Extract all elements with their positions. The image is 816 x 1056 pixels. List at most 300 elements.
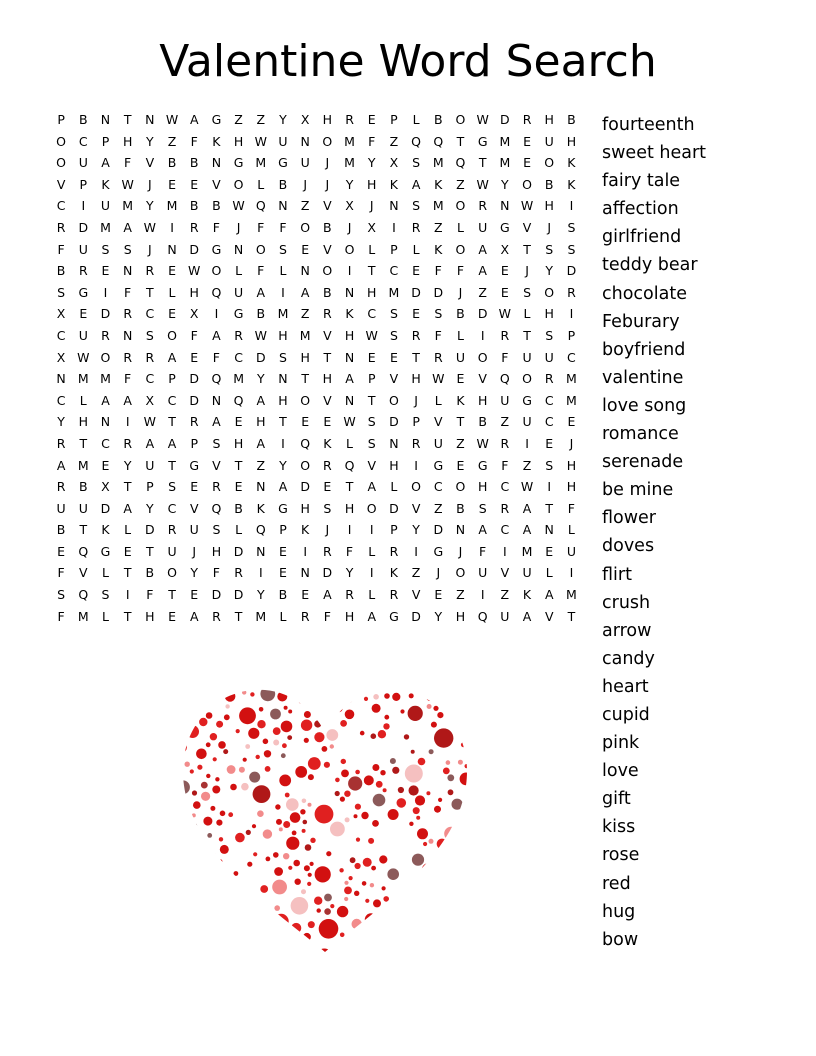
grid-cell: K <box>567 176 576 192</box>
word-list-item: love song <box>602 395 687 416</box>
grid-cell: H <box>300 500 310 516</box>
word-list-item: pink <box>602 733 640 754</box>
grid-cell: F <box>146 587 154 603</box>
grid-cell: E <box>456 457 465 473</box>
grid-row <box>50 260 590 282</box>
heart-dot <box>274 675 283 684</box>
heart-dot <box>233 663 239 669</box>
grid-cell: T <box>367 263 376 279</box>
grid-cell: G <box>278 500 288 516</box>
grid-cell: Y <box>545 263 554 279</box>
grid-cell: V <box>212 457 221 473</box>
grid-cell: E <box>523 155 531 171</box>
heart-dot <box>297 667 303 673</box>
grid-row <box>50 109 590 131</box>
heart-dot <box>232 927 237 932</box>
grid-row <box>50 606 590 628</box>
grid-cell: Z <box>456 435 465 451</box>
grid-cell: B <box>256 306 266 322</box>
grid-cell: L <box>101 565 109 581</box>
grid-cell: L <box>545 565 553 581</box>
grid-cell: C <box>500 522 510 538</box>
grid-cell: L <box>567 522 575 538</box>
grid-cell: L <box>257 176 265 192</box>
grid-cell: Q <box>455 155 466 171</box>
grid-cell: R <box>145 349 155 365</box>
grid-cell: C <box>544 414 554 430</box>
grid-cell: S <box>567 241 576 257</box>
heart-dot <box>409 822 413 826</box>
grid-cell: L <box>412 112 420 127</box>
heart-dot <box>234 906 240 912</box>
word-list-item: girlfriend <box>602 227 682 248</box>
heart-dot <box>448 669 455 676</box>
grid-cell: Z <box>433 500 443 516</box>
heart-dot <box>314 694 333 713</box>
grid-cell: Y <box>57 414 65 430</box>
heart-dot <box>193 919 198 924</box>
grid-cell: E <box>545 543 554 559</box>
grid-cell: N <box>389 198 399 214</box>
grid-cell: S <box>545 457 554 473</box>
grid-cell: E <box>523 133 531 149</box>
grid-cell: E <box>190 587 199 603</box>
grid-row <box>50 584 590 606</box>
grid-cell: L <box>279 608 287 624</box>
grid-cell: W <box>254 327 267 343</box>
grid-cell: Q <box>78 587 89 603</box>
grid-cell: B <box>456 500 465 516</box>
heart-dot <box>304 865 310 871</box>
heart-dot <box>204 886 211 893</box>
heart-dot <box>330 744 334 748</box>
grid-cell: T <box>234 457 243 473</box>
heart-dot <box>181 699 186 704</box>
grid-cell: D <box>100 306 111 322</box>
grid-cell: D <box>411 284 421 300</box>
grid-cell: F <box>124 155 132 171</box>
grid-cell: Q <box>433 133 444 149</box>
heart-dot <box>336 684 340 688</box>
heart-dot <box>371 733 377 739</box>
grid-cell: T <box>456 414 465 430</box>
heart-dot <box>481 822 486 828</box>
grid-cell: Z <box>456 176 465 192</box>
heart-dot <box>210 733 217 740</box>
grid-cell: L <box>124 522 132 538</box>
grid-cell: D <box>233 587 244 603</box>
grid-cell: W <box>520 198 534 214</box>
grid-cell: K <box>567 155 576 171</box>
heart-dot <box>218 859 222 863</box>
heart-dot <box>216 721 223 728</box>
grid-cell: T <box>146 284 154 300</box>
grid-cell: U <box>455 349 466 365</box>
grid-cell: R <box>323 457 332 473</box>
grid-cell: P <box>390 112 398 127</box>
grid-cell: B <box>234 500 243 516</box>
heart-dot <box>255 934 260 939</box>
heart-dot <box>451 870 456 875</box>
grid-cell: D <box>389 414 399 430</box>
heart-dot <box>434 728 453 747</box>
heart-dot <box>382 886 386 890</box>
grid-cell: E <box>168 608 176 624</box>
grid-cell: A <box>522 522 532 538</box>
heart-dot <box>315 805 334 824</box>
heart-dot <box>457 843 462 848</box>
grid-cell: E <box>190 176 199 192</box>
grid-cell: C <box>544 392 554 408</box>
heart-dot <box>169 844 174 849</box>
grid-cell: H <box>544 198 554 214</box>
heart-dot <box>443 935 449 941</box>
grid-cell: E <box>168 176 176 192</box>
word-list-item: fairy tale <box>602 171 681 192</box>
heart-dot <box>364 660 371 666</box>
grid-cell: F <box>124 371 132 387</box>
heart-dot <box>368 838 374 844</box>
grid-cell: R <box>345 587 354 603</box>
word-list-item: affection <box>602 199 679 220</box>
grid-cell: E <box>301 414 310 430</box>
grid-cell: O <box>322 263 333 279</box>
heart-dot <box>259 707 264 712</box>
heart-dot <box>386 662 392 668</box>
grid-cell: N <box>122 263 133 279</box>
heart-dot <box>243 758 247 762</box>
heart-dot <box>230 784 237 791</box>
grid-cell: D <box>300 479 310 495</box>
heart-dot <box>344 897 348 901</box>
heart-dot <box>365 899 369 903</box>
heart-dot <box>283 821 290 828</box>
grid-cell: Y <box>190 565 199 581</box>
grid-cell: M <box>432 155 444 171</box>
grid-cell: H <box>322 371 333 387</box>
grid-cell: B <box>278 587 288 603</box>
heart-dot <box>186 677 198 689</box>
grid-cell: D <box>78 219 89 235</box>
heart-dot <box>464 851 472 859</box>
heart-dot <box>372 764 379 771</box>
grid-cell: I <box>480 587 485 603</box>
grid-cell: O <box>455 241 466 257</box>
grid-cell: Z <box>500 414 510 430</box>
grid-row <box>50 455 590 477</box>
heart-dot <box>455 873 472 890</box>
grid-cell: Q <box>211 284 222 300</box>
grid-cell: H <box>233 133 244 149</box>
grid-cell: S <box>57 284 66 300</box>
word-list-item: candy <box>602 648 655 669</box>
heart-dot <box>314 720 321 727</box>
grid-cell: V <box>323 392 332 408</box>
grid-cell: Q <box>211 371 222 387</box>
heart-dot <box>470 698 480 708</box>
grid-cell: N <box>145 112 155 127</box>
heart-dot <box>262 672 271 681</box>
grid-cell: F <box>345 543 354 559</box>
heart-dot <box>437 712 443 718</box>
grid-cell: R <box>234 565 243 581</box>
grid-cell: O <box>455 112 466 127</box>
heart-dot <box>193 824 197 828</box>
heart-dot <box>169 680 175 686</box>
grid-cell: U <box>145 457 155 473</box>
heart-dot <box>171 822 177 828</box>
heart-dot <box>241 935 247 941</box>
heart-dot <box>215 878 219 882</box>
grid-cell: I <box>347 263 352 279</box>
grid-cell: N <box>256 479 266 495</box>
heart-dot <box>249 772 260 783</box>
grid-cell: B <box>78 479 88 495</box>
grid-cell: U <box>566 543 576 559</box>
grid-cell: R <box>189 414 199 430</box>
grid-cell: V <box>434 414 443 430</box>
heart-dot <box>222 669 239 686</box>
grid-cell: X <box>300 112 310 127</box>
grid-cell: U <box>78 327 88 343</box>
grid-cell: F <box>479 543 487 559</box>
grid-cell: V <box>411 587 421 603</box>
heart-dot <box>281 721 293 733</box>
grid-cell: T <box>523 241 531 257</box>
grid-row <box>50 368 590 390</box>
grid-cell: J <box>303 176 307 192</box>
word-list-item: boyfriend <box>602 339 686 360</box>
grid-cell: Z <box>234 112 243 127</box>
grid-cell: M <box>77 371 89 387</box>
grid-cell: W <box>121 176 134 192</box>
grid-cell: M <box>566 371 577 387</box>
heart-dot <box>324 762 330 768</box>
heart-dot <box>230 877 234 881</box>
heart-dot <box>193 801 201 809</box>
grid-cell: E <box>367 112 376 127</box>
grid-cell: M <box>277 306 289 322</box>
grid-cell: O <box>477 349 488 365</box>
grid-cell: L <box>456 327 464 343</box>
grid-cell: H <box>389 457 399 473</box>
heart-dot <box>186 725 199 738</box>
grid-row <box>50 195 590 217</box>
heart-dot <box>237 891 242 896</box>
grid-cell: D <box>255 349 266 365</box>
grid-cell: I <box>569 198 574 214</box>
grid-cell: A <box>101 155 110 171</box>
heart-dot <box>282 743 287 748</box>
grid-cell: G <box>211 241 222 257</box>
grid-cell: E <box>389 349 398 365</box>
heart-dot <box>371 866 376 871</box>
grid-cell: D <box>189 241 200 257</box>
grid-cell: F <box>257 263 265 279</box>
heart-dot <box>355 863 361 869</box>
heart-dot <box>413 807 420 814</box>
heart-dot <box>293 860 300 867</box>
heart-dot <box>304 711 311 718</box>
word-list-item: serenade <box>602 452 684 473</box>
grid-cell: P <box>79 176 88 192</box>
grid-cell: A <box>367 479 376 495</box>
heart-dot <box>253 852 257 856</box>
grid-cell: M <box>566 587 577 603</box>
heart-dot <box>299 699 303 703</box>
heart-dot <box>172 696 177 701</box>
grid-cell: H <box>367 176 377 192</box>
word-list-item: crush <box>602 592 651 613</box>
grid-cell: F <box>257 219 265 235</box>
grid-cell: L <box>456 219 464 235</box>
grid-cell: R <box>56 435 66 451</box>
heart-dot <box>326 729 338 741</box>
heart-dot <box>168 955 174 960</box>
heart-dot <box>465 764 469 768</box>
word-list-item: red <box>602 873 631 894</box>
heart-dot <box>274 867 283 876</box>
heart-dot <box>174 913 185 924</box>
grid-cell: K <box>323 435 332 451</box>
heart-dot <box>372 704 381 713</box>
grid-cell: N <box>211 155 222 171</box>
grid-cell: P <box>279 522 287 538</box>
heart-dot <box>373 665 377 669</box>
heart-dot <box>291 897 309 915</box>
grid-cell: O <box>300 457 311 473</box>
heart-dot <box>206 927 216 937</box>
grid-cell: A <box>522 500 532 516</box>
grid-cell: H <box>300 349 310 365</box>
grid-cell: A <box>478 241 487 257</box>
grid-cell: C <box>389 263 399 279</box>
heart-dot <box>295 766 307 778</box>
heart-dot <box>169 726 177 734</box>
heart-dot <box>451 661 457 667</box>
grid-cell: F <box>323 608 331 624</box>
heart-dot <box>165 837 168 841</box>
grid-cell: Q <box>211 500 222 516</box>
heart-dot <box>426 791 430 795</box>
heart-dot <box>479 854 485 864</box>
grid-row <box>50 217 590 239</box>
word-list-item: arrow <box>602 620 652 641</box>
grid-cell: G <box>189 457 200 473</box>
heart-dot <box>255 942 264 951</box>
grid-cell: H <box>544 112 554 127</box>
grid-cell: R <box>500 500 510 516</box>
grid-cell: D <box>411 608 421 624</box>
heart-dot <box>370 883 374 887</box>
grid-cell: U <box>189 522 199 538</box>
word-list-item: fourteenth <box>602 115 695 135</box>
heart-dot <box>292 831 297 836</box>
grid-cell: S <box>279 241 287 257</box>
grid-cell: F <box>456 263 465 279</box>
grid-cell: F <box>212 349 220 365</box>
grid-cell: A <box>145 435 155 451</box>
heart-dot <box>197 660 203 665</box>
heart-dot <box>196 749 207 760</box>
grid-cell: U <box>278 133 288 149</box>
heart-dot <box>264 750 271 757</box>
grid-cell: U <box>167 543 177 559</box>
grid-cell: N <box>211 392 222 408</box>
heart-dot <box>446 950 462 960</box>
grid-cell: W <box>165 112 179 127</box>
grid-cell: R <box>300 608 310 624</box>
grid-cell: U <box>56 500 66 516</box>
heart-dot <box>383 723 389 729</box>
word-list-item: valentine <box>602 367 684 388</box>
grid-cell: P <box>146 479 154 495</box>
grid-cell: J <box>236 219 241 235</box>
grid-cell: O <box>211 263 222 279</box>
grid-cell: I <box>414 457 418 473</box>
grid-cell: S <box>434 306 443 322</box>
grid-cell: M <box>233 371 244 387</box>
heart-dot <box>257 720 265 728</box>
heart-dot <box>192 813 196 817</box>
heart-dot <box>168 791 176 799</box>
heart-dot <box>208 689 219 700</box>
heart-dot <box>273 852 279 858</box>
grid-cell: R <box>323 543 332 559</box>
word-list-item: love <box>602 761 639 782</box>
heart-dot <box>334 695 338 699</box>
grid-cell: K <box>101 522 110 538</box>
heart-dot <box>478 756 483 761</box>
grid-cell: L <box>168 284 176 300</box>
heart-dot <box>197 898 202 903</box>
grid-cell: R <box>389 543 399 559</box>
grid-cell: T <box>234 608 243 624</box>
heart-dot <box>289 662 293 666</box>
heart-dot <box>172 874 177 879</box>
heart-dot <box>274 905 280 911</box>
grid-cell: O <box>522 176 532 192</box>
heart-dot <box>317 908 321 912</box>
grid-cell: E <box>456 371 465 387</box>
heart-dot <box>465 681 472 688</box>
heart-dot <box>218 741 226 749</box>
heart-dot <box>446 760 451 765</box>
grid-cell: D <box>477 306 488 322</box>
heart-dot <box>310 838 315 843</box>
heart-dot <box>418 677 424 683</box>
grid-cell: K <box>256 500 265 516</box>
grid-cell: I <box>125 414 130 430</box>
heart-dot <box>220 811 226 817</box>
heart-dot <box>263 829 272 838</box>
grid-cell: D <box>233 543 244 559</box>
grid-cell: H <box>477 479 488 495</box>
grid-cell: N <box>256 543 266 559</box>
heart-dot <box>180 861 188 869</box>
grid-cell: W <box>498 306 512 322</box>
grid-row <box>50 476 590 498</box>
grid-cell: D <box>189 392 200 408</box>
grid-cell: I <box>125 587 130 603</box>
grid-cell: C <box>167 500 177 516</box>
grid-cell: F <box>368 133 376 149</box>
grid-cell: V <box>323 241 332 257</box>
heart-dot <box>405 936 421 952</box>
heart-dot <box>431 664 436 669</box>
heart-dot <box>228 812 233 817</box>
grid-cell: S <box>389 306 398 322</box>
